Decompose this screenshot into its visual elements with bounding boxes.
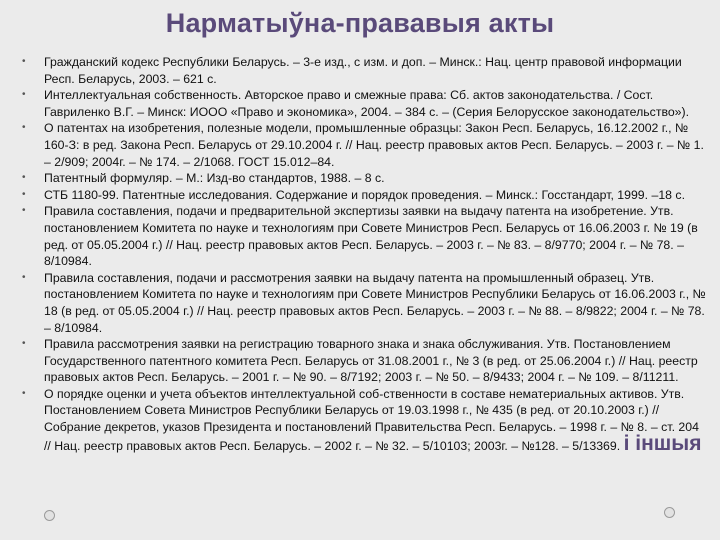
others-note: і іншыя [623, 431, 702, 455]
item-text: Интеллектуальная собственность. Авторское право и смежные права: Сб. актов законодательства. / Сост. Гавриленко В.Г. – Минск: ИООО «Право и экономика», 2004. – 384 с. – (Серия Белорусское законодательство»). [44, 88, 690, 119]
bullet-icon: • [22, 271, 26, 283]
bullet-icon: • [22, 89, 26, 101]
bullet-icon: • [22, 56, 26, 67]
list-item [18, 270, 708, 336]
bullet-icon: • [22, 188, 26, 200]
list-item [18, 87, 708, 120]
item-text: Правила составления, подачи и рассмотрения заявки на выдачу патента на промышленный образец. Утв. постановлением Комитета по науке и технологиям при Совете Министров Республики Беларусь от 16.06.2003 г., № 18 (в ред. от 05.05.2004 г.) // Нац. реестр правовых актов Респ. Беларусь. – 2003 г. – № 88. – 8/9822; 2004 г. – № 78. – 8/10984. [44, 270, 706, 335]
list-item [18, 120, 708, 170]
item-text: Правила рассмотрения заявки на регистрацию товарного знака и знака обслуживания. Утв. Постановлением Государственного патентного комитета Респ. Беларусь от 31.08.2001 г., № 3 (в ред. от 25.06.2004 г.) // Нац. реестр правовых актов Респ. Беларусь. – 2001 г. – № 90. – 8/7192; 2003 г. – № 50. – 8/9433; 2004 г. – № 109. – 8/11211. [44, 337, 698, 385]
item-text [44, 386, 708, 454]
item-text: О патентах на изобретения, полезные модели, промышленные образцы: Закон Респ. Беларусь, 16.12.2002 г., № 160-З: в ред. Закона Респ. Беларусь от 29.10.2004 г. // Нац. реестр правовых актов Респ. Беларусь. – 2003 г. – № 1. – 2/909; 2004г. – № 174. – 2/1068. ГОСТ 15.012–84. [44, 121, 704, 169]
list-item [18, 203, 708, 269]
bullet-icon: • [22, 338, 26, 350]
bullet-icon: • [22, 205, 26, 217]
item-text: СТБ 1180-99. Патентные исследования. Содержание и порядок проведения. – Минск.: Госстандарт, 1999. –18 с. [44, 187, 685, 202]
decorative-circle-icon [664, 507, 675, 518]
list-item [18, 54, 708, 87]
list-item [18, 170, 708, 187]
bullet-icon: • [22, 387, 26, 399]
item-text: Правила составления, подачи и предварительной экспертизы заявки на выдачу патента на изобретение. Утв. постановлением Комитета по науке и технологиям при Совете Министров Респ. Беларусь от 16.06.2003 г. № 19 (в ред. от 05.05.2004 г.) // Нац. реестр правовых актов Респ. Беларусь. – 2003 г. – № 83. – 8/9770; 2004 г. – № 78. – 8/10984. [44, 204, 698, 269]
bullet-icon: • [22, 122, 26, 134]
list-item [18, 336, 708, 386]
bullet-icon: • [22, 172, 26, 184]
list-item [18, 187, 708, 204]
item-text: Патентный формуляр. – М.: Изд-во стандартов, 1988. – 8 с. [44, 171, 385, 186]
list-item [18, 386, 708, 454]
decorative-circle-icon [44, 510, 55, 521]
item-text-body: О порядке оценки и учета объектов интеллектуальной соб-ственности в составе нематериальных активов. Утв. Постановлением Совета Министров Республики Беларусь от 19.03.1998 г., № 435 (в ред. от 20.10.2003 г.) // Собрание декретов, указов Президента и постановлений Правительства Респ. Беларусь. – 1998 г. – № 8. – ст. 204 // Нац. реестр правовых актов Респ. Беларусь. – 2002 г. – № 32. – 5/10103; 2003г. – №128. – 5/13369. [44, 386, 699, 453]
item-text: Гражданский кодекс Республики Беларусь. – 3-е изд., с изм. и доп. – Минск.: Нац. центр правовой информации Респ. Беларусь, 2003. – 621 с. [44, 55, 682, 86]
bullet-list [18, 54, 708, 454]
slide-title: Нарматыўна-прававыя акты [165, 8, 555, 38]
